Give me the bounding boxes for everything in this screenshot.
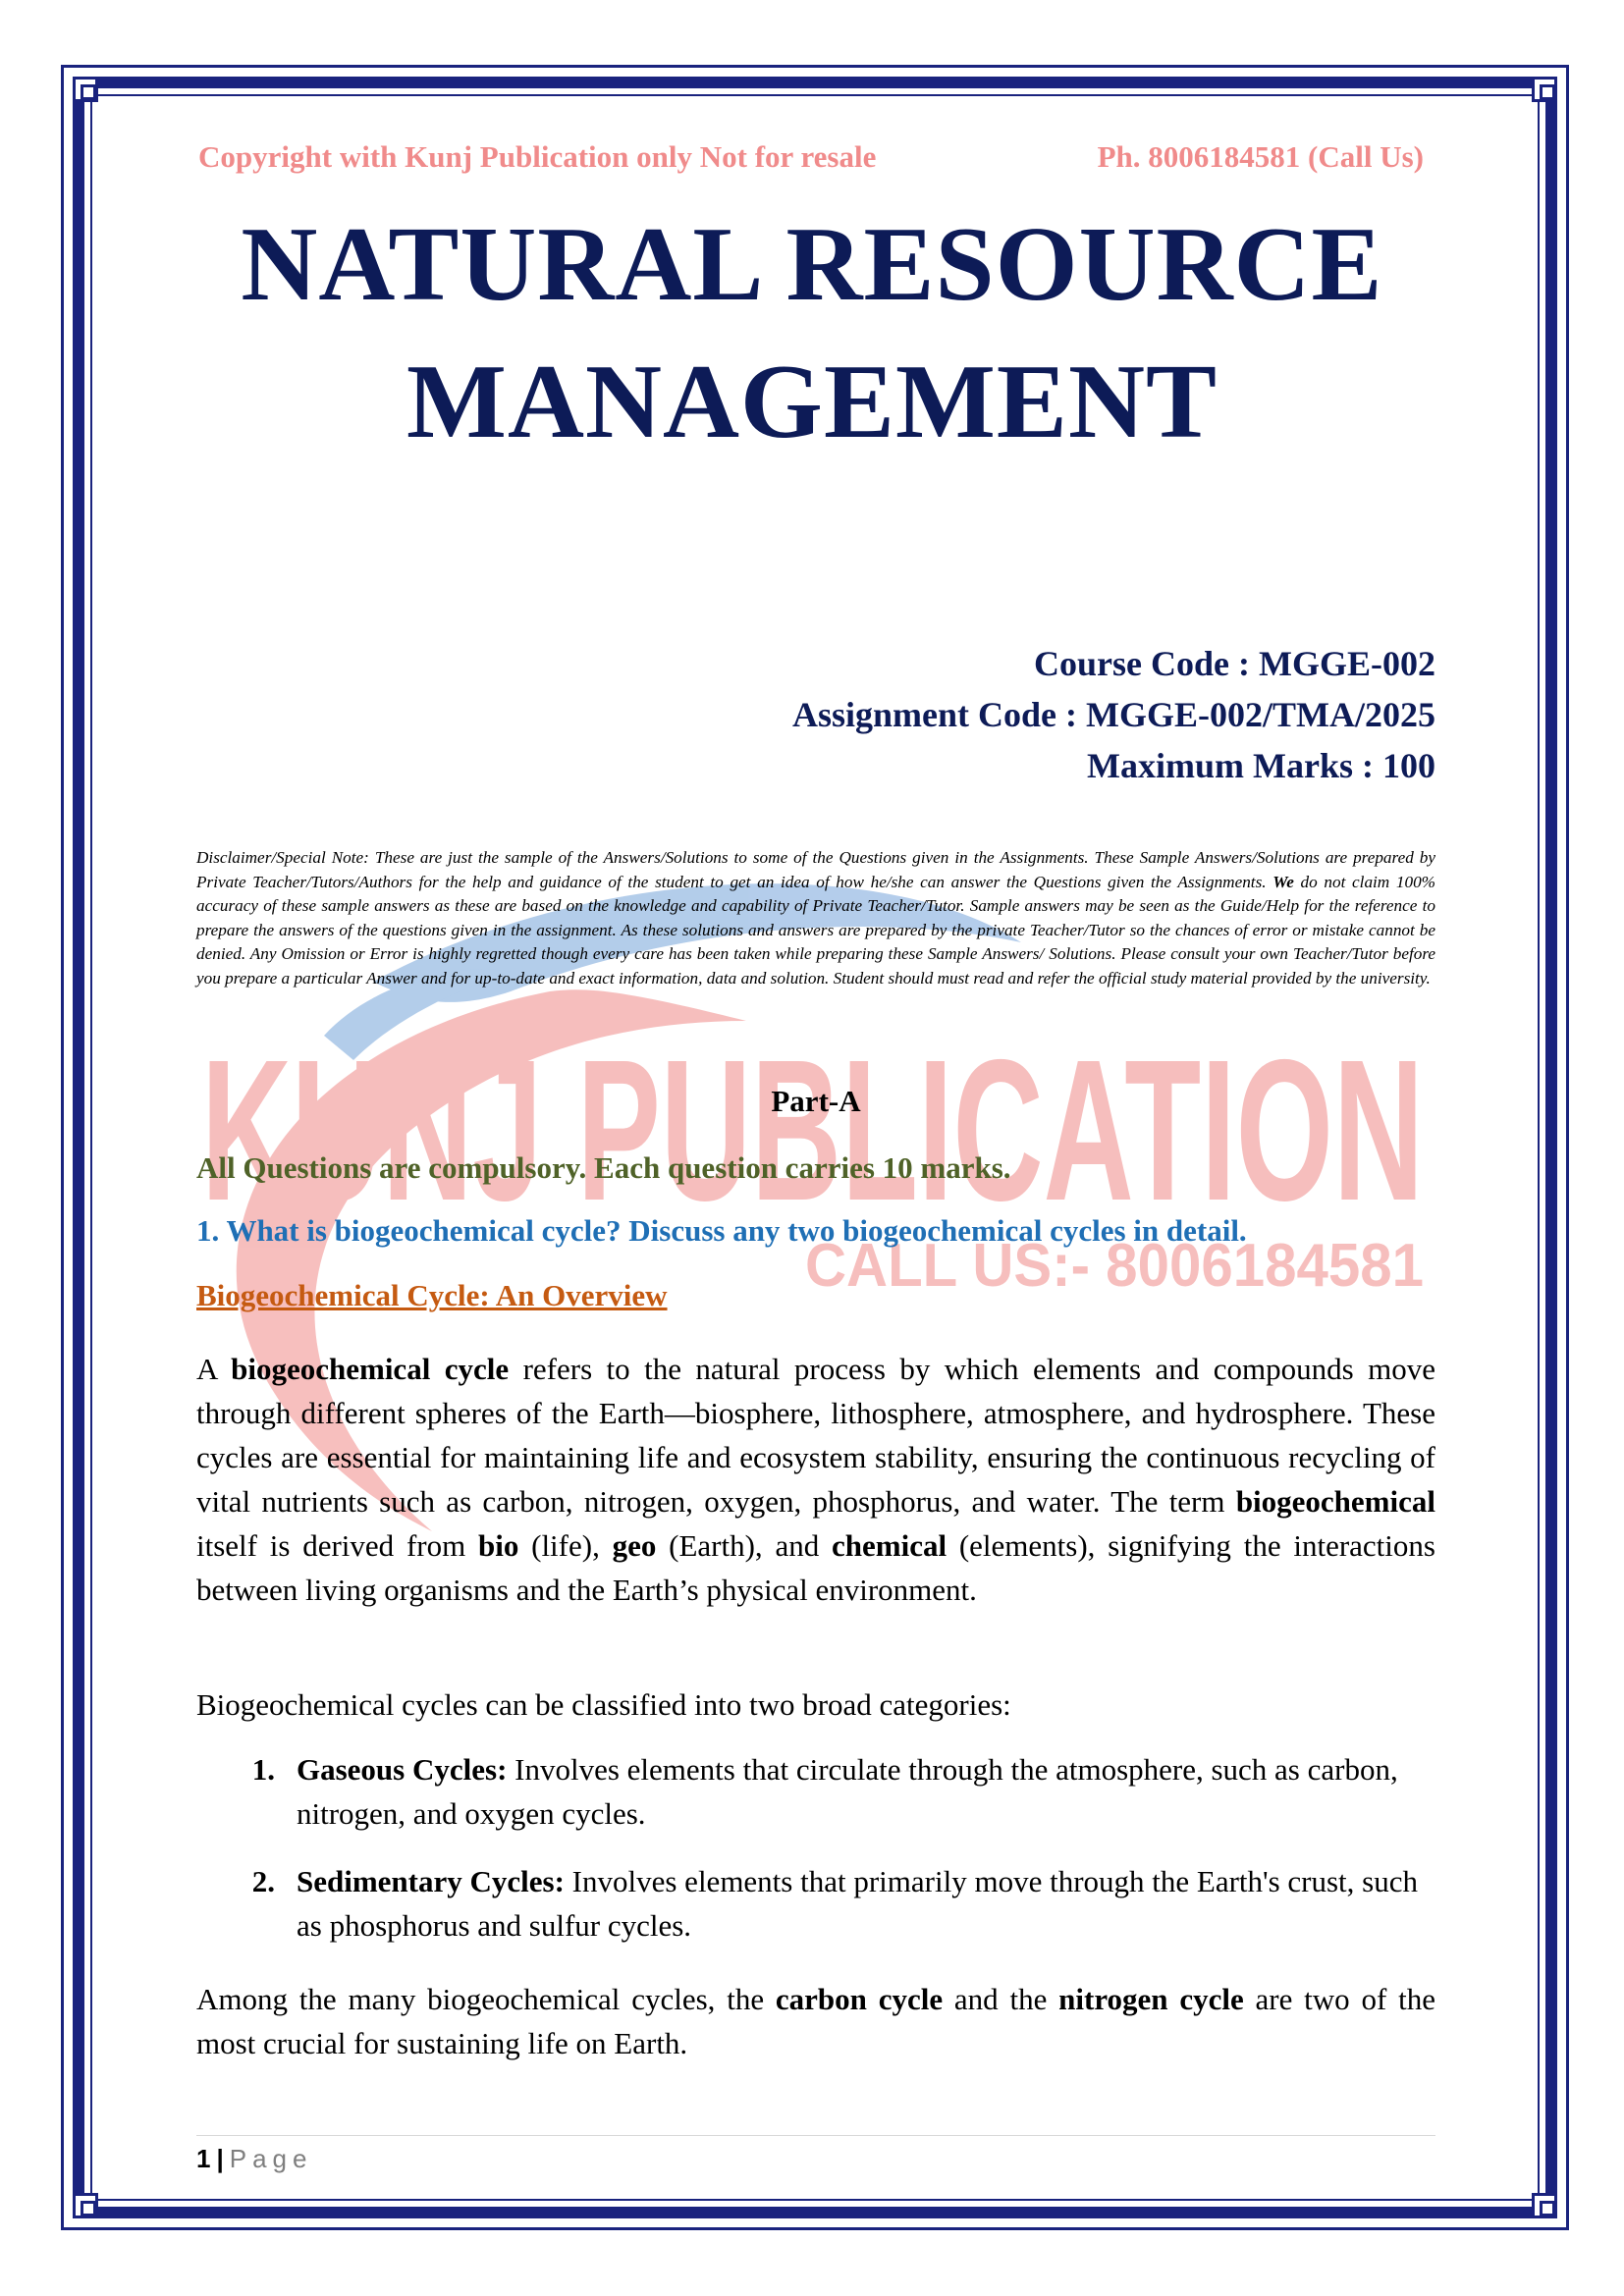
copyright-line <box>196 139 1435 175</box>
paragraph-3: Among the many biogeochemical cycles, the carbon cycle and the nitrogen cycle are two of the most crucial for sustaining life on Earth. <box>196 1982 1435 2060</box>
footer-divider <box>196 2135 1435 2136</box>
watermark-brand: KUNJ PUBLICATION <box>201 1018 1424 1243</box>
page-footer <box>196 2144 312 2174</box>
list-desc: Involves elements that primarily move through the Earth's crust, such as phosphorus and sulfur cycles. <box>297 1864 1418 1943</box>
list-number: 2. <box>251 1864 275 1898</box>
copyright-text: Copyright with Kunj Publication only Not for resale <box>198 139 877 174</box>
list-term: Sedimentary Cycles: <box>297 1864 565 1898</box>
phone-text: Ph. 8006184581 (Call Us) <box>1097 139 1424 174</box>
maximum-marks: Maximum Marks : 100 <box>1087 746 1435 785</box>
section-heading: Biogeochemical Cycle: An Overview <box>196 1278 668 1312</box>
footer-separator: | <box>216 2144 224 2173</box>
list-item-gaseous <box>196 1747 1435 1836</box>
page-number: 1 <box>196 2144 211 2173</box>
border-corner-bottom-right <box>1532 2193 1557 2218</box>
watermark-call: CALL US:- 8006184581 <box>805 1232 1424 1300</box>
border-corner-top-right <box>1532 77 1557 102</box>
disclaimer <box>196 846 1435 990</box>
part-heading: Part-A <box>771 1084 861 1118</box>
disclaimer-text-2: do not claim 100% accuracy of these sample answers as these are based on the knowledge and capability of Private Teacher/Tutor. Sample answers may be seen as the Guide/Help for the reference to prepare the answers of the questions given in the assignment. As these solutions and answers are prepared by the private Teacher/Tutor so the chances of error or mistake cannot be denied. Any Omission or Error is highly regretted though every care has been taken while preparing these Sample Answers/ Solutions. Please consult your own Teacher/Tutor before you prepare a particular Answer and for up-to-date and exact information, data and solution. Student should must read and refer the official study material provided by the university. <box>196 872 1435 988</box>
assignment-code: Assignment Code : MGGE-002/TMA/2025 <box>792 695 1435 734</box>
disclaimer-we: We <box>1272 872 1294 891</box>
paragraph-2: Biogeochemical cycles can be classified into two broad categories: <box>196 1687 1011 1722</box>
instructions: All Questions are compulsory. Each question carries 10 marks. <box>196 1150 1011 1185</box>
title-line-2: MANAGEMENT <box>406 344 1218 460</box>
assignment-codes <box>792 638 1435 791</box>
list-item-sedimentary <box>196 1859 1435 1948</box>
document-title <box>147 196 1477 471</box>
paragraph-1: A biogeochemical cycle refers to the natural process by which elements and compounds move through different spheres of the Earth—biosphere, lithosphere, atmosphere, and hydrosphere. These cycles are essential for maintaining life and ecosystem stability, ensuring the continuous recycling of vital nutrients such as carbon, nitrogen, oxygen, phosphorus, and water. The term biogeochemical itself is derived from bio (life), geo (Earth), and chemical (elements), signifying the interactions between living organisms and the Earth’s physical environment. <box>196 1352 1435 1607</box>
disclaimer-text-1: Disclaimer/Special Note: These are just the sample of the Answers/Solutions to some of the Questions given in the Assignments. These Sample Answers/Solutions are prepared by Private Teacher/Tutors/Authors for the help and guidance of the student to get an idea of how he/she can answer the Questions given the Assignments. <box>196 848 1435 891</box>
border-corner-bottom-left <box>73 2193 98 2218</box>
list-term: Gaseous Cycles: <box>297 1752 508 1787</box>
page-label: Page <box>229 2144 313 2173</box>
course-code: Course Code : MGGE-002 <box>1034 644 1435 683</box>
list-desc: Involves elements that circulate through the atmosphere, such as carbon, nitrogen, and oxygen cycles. <box>297 1752 1398 1831</box>
title-line-1: NATURAL RESOURCE <box>241 206 1383 323</box>
question-1: 1. What is biogeochemical cycle? Discuss any two biogeochemical cycles in detail. <box>196 1213 1247 1248</box>
border-corner-top-left <box>73 77 98 102</box>
list-number: 1. <box>251 1752 275 1787</box>
